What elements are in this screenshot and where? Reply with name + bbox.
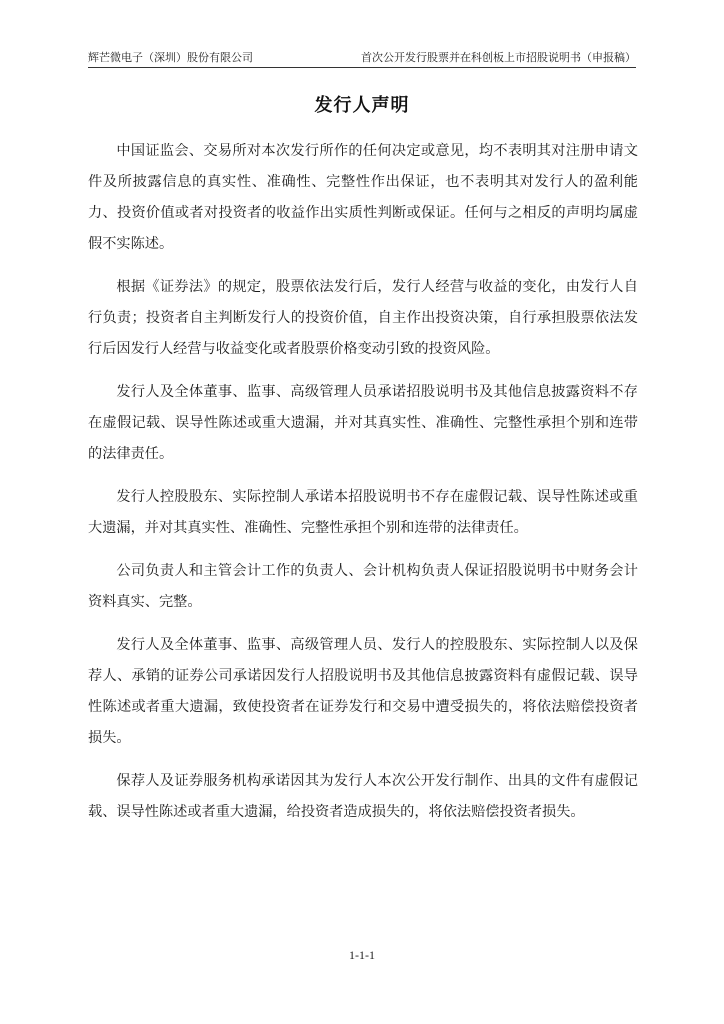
page-title: 发行人声明: [314, 95, 410, 116]
paragraph: 根据《证券法》的规定，股票依法发行后，发行人经营与收益的变化，由发行人自行负责；投资者自主判断发行人的投资价值，自主作出投资决策，自行承担股票依法发行后因发行人经营与收益变化或者股票价格变动引致的投资风险。: [88, 279, 638, 357]
page-number: 1-1-1: [349, 948, 375, 962]
paragraph: 保荐人及证券服务机构承诺因其为发行人本次公开发行制作、出具的文件有虚假记载、误导性陈述或者重大遗漏，给投资者造成损失的，将依法赔偿投资者损失。: [88, 773, 638, 820]
document-name: 首次公开发行股票并在科创板上市招股说明书（申报稿）: [361, 51, 636, 64]
paragraph: 发行人及全体董事、监事、高级管理人员、发行人的控股股东、实际控制人以及保荐人、承销的证券公司承诺因发行人招股说明书及其他信息披露资料有虚假记载、误导性陈述或者重大遗漏，致使投资者在证券发行和交易中遭受损失的，将依法赔偿投资者损失。: [88, 637, 638, 746]
paragraph: 中国证监会、交易所对本次发行所作的任何决定或意见，均不表明其对注册申请文件及所披露信息的真实性、准确性、完整性作出保证，也不表明其对发行人的盈利能力、投资价值或者对投资者的收益作出实质性判断或保证。任何与之相反的声明均属虚假不实陈述。: [88, 143, 638, 252]
company-name: 辉芒微电子（深圳）股份有限公司: [88, 51, 253, 64]
header-divider: [88, 67, 636, 68]
paragraph: 发行人及全体董事、监事、高级管理人员承诺招股说明书及其他信息披露资料不存在虚假记载、误导性陈述或重大遗漏，并对其真实性、准确性、完整性承担个别和连带的法律责任。: [88, 384, 638, 462]
page-header: [88, 50, 636, 66]
document-body: [88, 136, 638, 840]
paragraph: 发行人控股股东、实际控制人承诺本招股说明书不存在虚假记载、误导性陈述或重大遗漏，并对其真实性、准确性、完整性承担个别和连带的法律责任。: [88, 489, 638, 536]
paragraph: 公司负责人和主管会计工作的负责人、会计机构负责人保证招股说明书中财务会计资料真实、完整。: [88, 563, 638, 610]
